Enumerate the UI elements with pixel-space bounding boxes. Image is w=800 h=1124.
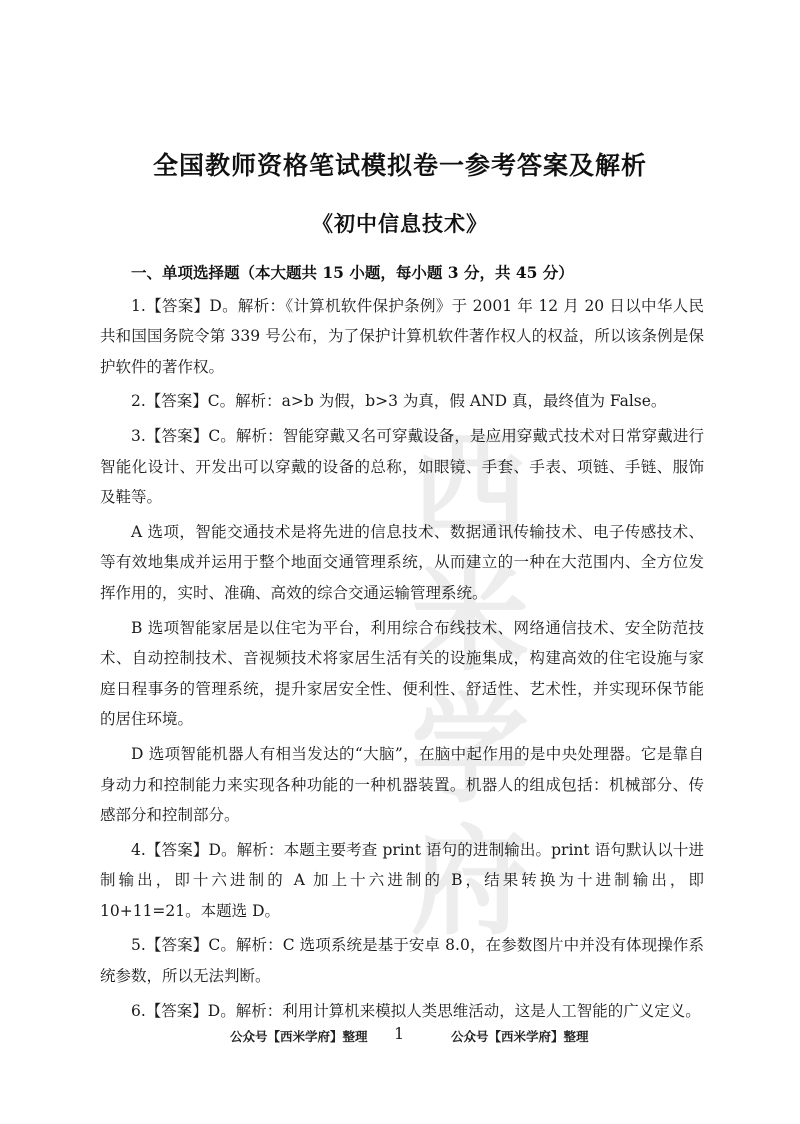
page-number: 1	[394, 1024, 405, 1043]
footer-right-text: 公众号【西米学府】整理	[451, 1029, 589, 1044]
document-body	[100, 258, 704, 1030]
answer-2-paragraph: 2.【答案】C。解析：a>b 为假，b>3 为真，假 AND 真，最终值为 False。	[131, 392, 667, 411]
option-b-paragraph: B 选项智能家居是以住宅为平台，利用综合布线技术、网络通信技术、安全防范技术、自动控制技术、音视频技术将家居生活有关的设施集成，构建高效的住宅设施与家庭日程事务的管理系统，提升家居安全性、便利性、舒适性、艺术性，并实现环保节能的居住环境。	[100, 618, 704, 729]
document-subtitle: 《初中信息技术》	[312, 212, 488, 236]
answer-4-paragraph: 4.【答案】D。解析：本题主要考查 print 语句的进制输出。print 语句默认以十进制输出，即十六进制的 A 加上十六进制的 B，结果转换为十进制输出，即 10+11=21。本题选 D。	[100, 840, 704, 920]
section-heading: 一、单项选择题（本大题共 15 小题，每小题 3 分，共 45 分）	[131, 263, 574, 282]
answer-1-paragraph: 1.【答案】D。解析：《计算机软件保护条例》于 2001 年 12 月 20 日以中华人民共和国国务院令第 339 号公布，为了保护计算机软件著作权人的权益，所以该条例是保护软件的著作权。	[100, 296, 704, 376]
page-footer	[0, 1024, 800, 1048]
answer-5-paragraph: 5.【答案】C。解析：C 选项系统是基于安卓 8.0，在参数图片中并没有体现操作系统参数，所以无法判断。	[100, 936, 704, 986]
option-a-paragraph: A 选项，智能交通技术是将先进的信息技术、数据通讯传输技术、电子传感技术、等有效地集成并运用于整个地面交通管理系统，从而建立的一种在大范围内、全方位发挥作用的，实时、准确、高效的综合交通运输管理系统。	[100, 522, 704, 602]
answer-3-paragraph: 3.【答案】C。解析：智能穿戴又名可穿戴设备，是应用穿戴式技术对日常穿戴进行智能化设计、开发出可以穿戴的设备的总称，如眼镜、手套、手表、项链、手链、服饰及鞋等。	[100, 426, 704, 507]
option-d-paragraph: D 选项智能机器人有相当发达的“大脑”，在脑中起作用的是中央处理器。它是靠自身动力和控制能力来实现各种功能的一种机器装置。机器人的组成包括：机械部分、传感部分和控制部分。	[100, 744, 704, 825]
watermark: 西米学府	[410, 417, 529, 951]
footer-left-text: 公众号【西米学府】整理	[230, 1029, 368, 1044]
document-title: 全国教师资格笔试模拟卷一参考答案及解析	[152, 151, 647, 180]
answer-6-paragraph: 6.【答案】D。解析：利用计算机来模拟人类思维活动，这是人工智能的广义定义。	[131, 1001, 701, 1020]
